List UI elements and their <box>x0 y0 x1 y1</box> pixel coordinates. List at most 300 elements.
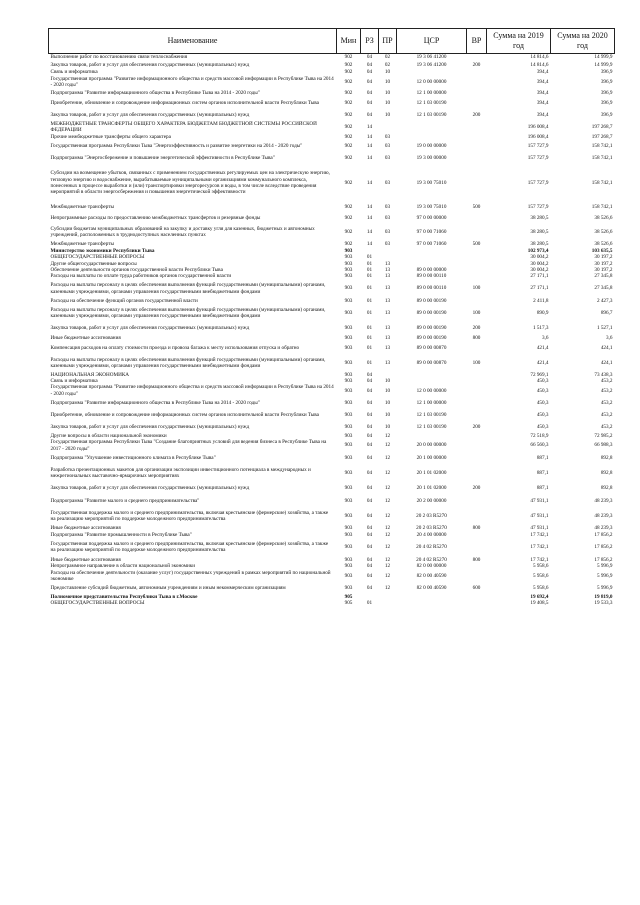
table-row <box>49 322 615 335</box>
cell-rz: 04 <box>366 433 373 440</box>
cell-min: 903 <box>344 563 353 570</box>
cell-name: Подпрограмма "Развитие информационного общества в Республике Тыва на 2014 - 2020 годы" <box>50 399 260 406</box>
table-row <box>49 335 615 342</box>
cell-s2020: 396,9 <box>600 69 613 76</box>
cell-vr <box>467 152 487 164</box>
cell-min: 903 <box>344 531 353 538</box>
cell-min: 902 <box>344 69 353 76</box>
cell-min: 903 <box>344 248 353 255</box>
cell-rz: 01 <box>366 297 373 304</box>
cell-s2019: 5 958,6 <box>532 584 549 591</box>
cell-pr: 10 <box>384 378 391 385</box>
cell-csr: 89 0 00 00190 <box>416 335 447 342</box>
cell-min: 903 <box>344 525 353 532</box>
table-row <box>49 495 615 507</box>
cell-rz: 04 <box>366 454 373 461</box>
cell-rz: 04 <box>366 61 373 68</box>
cell-s2020: 38 526,6 <box>594 240 613 247</box>
table-row <box>49 556 615 563</box>
cell-pr: 12 <box>384 563 391 570</box>
cell-min: 903 <box>344 378 353 385</box>
cell-csr: 19 3 06 41200 <box>416 54 447 60</box>
cell-csr: 20 1 00 00000 <box>416 454 447 461</box>
cell-vr <box>467 54 487 61</box>
cell-rz: 04 <box>366 423 373 430</box>
cell-vr <box>467 439 487 452</box>
cell-min: 902 <box>344 228 353 235</box>
cell-pr: 10 <box>384 399 391 406</box>
cell-name: Разработка презентационных макетов для организации экспозиции инвестиционного потенциала в международных и межрегиональных выставочно-ярмарочных мероприятиях <box>50 466 311 479</box>
cell-vr: 500 <box>472 203 481 210</box>
cell-name: Государственная программа "Развитие информационного общества и средств массовой информации в Республике Тыва на 2014 - 2020 годы" <box>50 75 334 88</box>
cell-vr: 100 <box>472 285 481 292</box>
cell-vr <box>467 76 487 89</box>
cell-csr: 20 1 01 02000 <box>416 469 447 476</box>
cell-vr: 100 <box>472 359 481 366</box>
cell-vr <box>467 600 487 606</box>
cell-min: 902 <box>344 154 353 161</box>
cell-pr: 10 <box>384 387 391 394</box>
cell-s2019: 394,4 <box>536 112 549 119</box>
cell-s2019: 17 742,1 <box>530 556 549 563</box>
cell-min: 903 <box>344 485 353 492</box>
cell-pr: 03 <box>384 228 391 235</box>
cell-min: 903 <box>344 442 353 449</box>
cell-s2020: 19 819,0 <box>594 594 613 601</box>
cell-vr: 500 <box>472 240 481 247</box>
cell-rz: 04 <box>366 531 373 538</box>
cell-s2020: 158 742,1 <box>591 179 613 186</box>
cell-rz: 04 <box>366 512 373 519</box>
cell-pr: 03 <box>384 203 391 210</box>
cell-name: Межбюджетные трансферты <box>50 240 115 247</box>
cell-s2020: 103 635,5 <box>591 248 613 255</box>
cell-name: Государственная поддержка малого и среднего предпринимательства, включая крестьянские (фермерские) хозяйства, а также на реализацию мероприятий по поддержке молодежного предпринимательства <box>50 540 329 554</box>
cell-s2019: 196 008,4 <box>527 124 549 131</box>
cell-s2019: 38 280,5 <box>530 240 549 247</box>
cell-min: 903 <box>344 433 353 440</box>
table-row <box>49 152 615 164</box>
cell-pr: 03 <box>384 240 391 247</box>
cell-s2019: 30 004,2 <box>530 254 549 261</box>
cell-pr: 02 <box>384 61 391 68</box>
cell-pr: 13 <box>384 297 391 304</box>
cell-rz: 01 <box>366 266 373 273</box>
cell-s2020: 30 197,2 <box>594 260 613 267</box>
cell-vr <box>467 452 487 464</box>
cell-s2020: 19 533,3 <box>594 600 613 607</box>
cell-vr: 600 <box>472 584 481 591</box>
cell-name: Другие общегосударственные вопросы <box>50 260 137 267</box>
cell-csr: 19 3 00 00000 <box>416 154 447 161</box>
cell-min: 903 <box>344 584 353 591</box>
cell-s2020: 197 268,7 <box>591 133 613 140</box>
cell-name: Иные бюджетные ассигнования <box>50 525 121 532</box>
cell-s2020: 424,1 <box>600 359 613 366</box>
cell-pr: 12 <box>384 442 391 449</box>
cell-name: Связь и информатика <box>50 69 98 76</box>
cell-pr: 03 <box>384 154 391 161</box>
cell-min: 903 <box>344 556 353 563</box>
cell-min: 903 <box>344 335 353 342</box>
cell-vr <box>467 97 487 109</box>
cell-s2019: 5 958,6 <box>532 572 549 579</box>
cell-s2019: 450,3 <box>536 423 549 430</box>
cell-vr <box>467 212 487 224</box>
cell-rz: 01 <box>366 344 373 351</box>
cell-csr: 89 0 00 00870 <box>416 359 447 366</box>
cell-rz: 04 <box>366 399 373 406</box>
table-row <box>49 140 615 152</box>
cell-rz: 04 <box>366 54 373 60</box>
cell-rz: 01 <box>366 285 373 292</box>
cell-vr <box>467 507 487 525</box>
cell-pr: 10 <box>384 112 391 119</box>
cell-rz: 14 <box>366 124 373 131</box>
cell-name: Подпрограмма "Развитие малого и среднего предпринимательства" <box>50 497 200 504</box>
cell-pr: 13 <box>384 309 391 316</box>
cell-rz: 04 <box>366 100 373 107</box>
cell-csr: 12 0 00 00000 <box>416 387 447 394</box>
table-row <box>49 525 615 532</box>
cell-vr: 200 <box>472 325 481 332</box>
cell-min: 903 <box>344 254 353 261</box>
cell-csr: 97 0 00 00000 <box>416 214 447 221</box>
cell-csr: 20 4 00 00000 <box>416 531 447 538</box>
cell-s2020: 27 345,8 <box>594 273 613 280</box>
cell-pr: 10 <box>384 411 391 418</box>
cell-name: Предоставление субсидий бюджетным, автономным учреждениям и иным некоммерческим организациям <box>50 584 286 591</box>
cell-s2019: 394,4 <box>536 100 549 107</box>
cell-name: ОБЩЕГОСУДАРСТВЕННЫЕ ВОПРОСЫ <box>50 600 145 607</box>
cell-pr: 12 <box>384 454 391 461</box>
cell-rz: 04 <box>366 556 373 563</box>
budget-table <box>48 28 615 607</box>
cell-s2019: 17 742,1 <box>530 531 549 538</box>
cell-s2019: 47 931,1 <box>530 497 549 504</box>
table-row <box>49 354 615 372</box>
cell-pr: 03 <box>384 179 391 186</box>
cell-name: Подпрограмма "Энергосбережение и повышение энергетической эффективности в Республике Тыва" <box>50 154 275 161</box>
cell-rz: 01 <box>366 309 373 316</box>
cell-pr: 13 <box>384 260 391 267</box>
table-row <box>49 121 615 134</box>
cell-name: Непрограммные расходы по предоставлению межбюджетных трансфертов и резервные фонды <box>50 214 261 221</box>
cell-s2019: 3,6 <box>542 335 549 342</box>
cell-csr: 12 1 03 00190 <box>416 112 447 119</box>
cell-min: 903 <box>344 423 353 430</box>
cell-min: 902 <box>344 240 353 247</box>
cell-name: Другие вопросы в области национальной экономики <box>50 433 167 440</box>
cell-vr <box>467 342 487 354</box>
cell-s2020: 396,9 <box>600 100 613 107</box>
cell-csr: 12 1 00 00000 <box>416 89 447 96</box>
cell-s2019: 14 814,6 <box>530 61 549 68</box>
cell-pr: 02 <box>384 54 391 60</box>
cell-s2019: 47 931,1 <box>530 512 549 519</box>
cell-csr: 20 4 02 R5270 <box>416 544 447 551</box>
cell-csr: 20 2 00 00000 <box>416 497 447 504</box>
cell-pr: 10 <box>384 69 391 76</box>
cell-s2020: 453,2 <box>600 411 613 418</box>
cell-s2019: 887,1 <box>536 454 549 461</box>
table-row <box>49 109 615 121</box>
cell-s2020: 30 197,2 <box>594 266 613 273</box>
cell-pr: 12 <box>384 544 391 551</box>
header-csr: ЦСР <box>397 29 467 54</box>
cell-pr: 12 <box>384 485 391 492</box>
cell-vr: 200 <box>472 61 481 68</box>
table-row <box>49 439 615 452</box>
cell-min: 903 <box>344 371 353 378</box>
cell-csr: 89 0 00 00190 <box>416 325 447 332</box>
cell-min: 903 <box>344 359 353 366</box>
table-row <box>49 54 615 61</box>
cell-rz: 04 <box>366 371 373 378</box>
cell-s2019: 27 171,1 <box>530 273 549 280</box>
cell-min: 903 <box>344 266 353 273</box>
cell-s2020: 27 345,8 <box>594 285 613 292</box>
cell-rz: 14 <box>366 214 373 221</box>
cell-min: 903 <box>344 387 353 394</box>
cell-vr <box>467 121 487 134</box>
cell-csr: 12 1 00 00000 <box>416 399 447 406</box>
cell-csr: 12 1 03 00190 <box>416 423 447 430</box>
cell-min: 902 <box>344 89 353 96</box>
table-row <box>49 482 615 495</box>
cell-s2019: 2 411,8 <box>533 297 549 304</box>
cell-csr: 97 0 00 71060 <box>416 228 447 235</box>
cell-vr <box>467 88 487 97</box>
cell-pr: 13 <box>384 359 391 366</box>
cell-pr <box>379 121 397 134</box>
cell-pr: 12 <box>384 497 391 504</box>
cell-s2019: 66 560,3 <box>530 442 549 449</box>
cell-min: 902 <box>344 112 353 119</box>
cell-s2020: 396,9 <box>600 78 613 85</box>
cell-s2020: 48 239,3 <box>594 525 613 532</box>
cell-pr: 10 <box>384 78 391 85</box>
cell-min: 903 <box>344 454 353 461</box>
cell-s2020: 5 996,9 <box>596 572 613 579</box>
cell-name: Приобретение, обновление и сопровождение информационных систем органов исполнительной власти Республики Тыва <box>50 100 319 107</box>
cell-pr: 13 <box>384 344 391 351</box>
cell-s2019: 72 969,1 <box>530 371 549 378</box>
cell-name: Закупка товаров, работ и услуг для обеспечения государственных (муниципальных) нужд <box>50 423 250 430</box>
cell-pr: 13 <box>384 266 391 273</box>
cell-pr: 13 <box>384 325 391 332</box>
cell-min: 902 <box>344 100 353 107</box>
header-sum-2019: Сумма на 2019 год <box>487 29 551 54</box>
cell-min: 905 <box>344 594 353 601</box>
cell-vr <box>467 464 487 482</box>
cell-min: 903 <box>344 297 353 304</box>
cell-s2020: 48 239,3 <box>594 497 613 504</box>
cell-vr: 200 <box>472 485 481 492</box>
cell-name: Министерство экономики Республики Тыва <box>50 248 155 255</box>
cell-csr: 97 0 00 71060 <box>416 240 447 247</box>
cell-s2020: 38 526,6 <box>594 228 613 235</box>
table-row <box>49 202 615 212</box>
cell-name: Расходы на выплаты по оплате труда работников органов государственной власти <box>50 273 232 280</box>
cell-csr: 12 1 03 00190 <box>416 100 447 107</box>
cell-s2019: 1 517,3 <box>532 325 549 332</box>
cell-name: Закупка товаров, работ и услуг для обеспечения государственных (муниципальных) нужд <box>50 325 250 332</box>
cell-pr: 03 <box>384 214 391 221</box>
cell-min: 903 <box>344 411 353 418</box>
cell-csr: 19 3 00 75010 <box>416 203 447 210</box>
cell-s2019: 450,3 <box>536 378 549 385</box>
cell-rz: 04 <box>366 544 373 551</box>
cell-min: 902 <box>344 203 353 210</box>
cell-csr: 20 0 00 00000 <box>416 442 447 449</box>
cell-csr: 19 3 00 75010 <box>416 179 447 186</box>
cell-s2019: 450,3 <box>536 387 549 394</box>
cell-s2020: 892,8 <box>600 485 613 492</box>
cell-s2019: 5 958,6 <box>532 563 549 570</box>
cell-s2020: 3,6 <box>606 335 613 342</box>
cell-pr: 12 <box>384 433 391 440</box>
cell-s2020: 197 268,7 <box>591 124 613 131</box>
cell-csr: 20 2 03 R5270 <box>416 525 447 532</box>
cell-pr: 12 <box>384 512 391 519</box>
table-row <box>49 507 615 525</box>
cell-name: Полномочное представительство Республики Тыва в г.Москве <box>50 594 198 601</box>
cell-csr: 19 3 06 41200 <box>416 61 447 68</box>
table-row <box>49 342 615 354</box>
cell-vr <box>467 140 487 152</box>
cell-pr: 13 <box>384 273 391 280</box>
cell-vr: 200 <box>472 112 481 119</box>
cell-s2019: 394,4 <box>536 89 549 96</box>
cell-min: 903 <box>344 325 353 332</box>
cell-s2020: 5 996,9 <box>596 563 613 570</box>
cell-rz: 04 <box>366 469 373 476</box>
table-row <box>49 384 615 397</box>
cell-s2020: 48 239,3 <box>594 512 613 519</box>
cell-csr: 89 0 00 00110 <box>416 285 447 292</box>
cell-s2020: 2 427,3 <box>596 297 613 304</box>
cell-s2019: 157 727,9 <box>527 203 549 210</box>
cell-csr: 12 0 00 00000 <box>416 78 447 85</box>
cell-s2020: 892,8 <box>600 469 613 476</box>
cell-rz: 14 <box>366 203 373 210</box>
cell-s2020: 73 438,3 <box>594 371 613 378</box>
cell-pr: 10 <box>384 100 391 107</box>
table-row <box>49 240 615 248</box>
cell-name: Субсидии на возмещение убытков, связанных с применением государственных регулируемых цен на электрическую энергию, тепловую энергию и водоснабжение, вырабатываемые муниципальными организациями коммунального комплекса, понесенных в процессе выработки и (или) транспортировки энергоресурсов и воды, в том числе вследствие проведения мероприятий в области энергосбережения и повышения энергетической эффективности <box>50 170 330 196</box>
cell-csr: 19 0 00 00000 <box>416 142 447 149</box>
cell-s2019: 421,4 <box>536 344 549 351</box>
header-rz: РЗ <box>361 29 379 54</box>
cell-pr: 13 <box>384 335 391 342</box>
cell-min: 903 <box>344 285 353 292</box>
table-row <box>49 582 615 594</box>
cell-rz: 04 <box>366 442 373 449</box>
cell-name: Связь и информатика <box>50 378 98 385</box>
table-row <box>49 280 615 298</box>
cell-rz: 04 <box>366 525 373 532</box>
cell-rz: 14 <box>366 142 373 149</box>
cell-min: 903 <box>344 469 353 476</box>
cell-vr <box>467 224 487 240</box>
cell-rz: 01 <box>366 325 373 332</box>
cell-pr: 12 <box>384 556 391 563</box>
cell-s2020: 453,2 <box>600 399 613 406</box>
cell-csr: 20 1 01 02000 <box>416 485 447 492</box>
cell-min: 903 <box>344 512 353 519</box>
cell-rz: 01 <box>366 359 373 366</box>
cell-csr: 20 2 03 R5270 <box>416 512 447 519</box>
cell-rz: 01 <box>366 254 373 261</box>
cell-s2019: 450,3 <box>536 399 549 406</box>
cell-rz: 04 <box>366 497 373 504</box>
header-pr: ПР <box>379 29 397 54</box>
cell-vr: 800 <box>472 556 481 563</box>
cell-pr: 13 <box>384 285 391 292</box>
table-row <box>49 76 615 89</box>
cell-s2020: 17 856,2 <box>594 531 613 538</box>
table-row <box>49 570 615 583</box>
cell-s2020: 453,2 <box>600 378 613 385</box>
cell-pr: 10 <box>384 89 391 96</box>
table-row <box>49 421 615 433</box>
cell-name: Выполнение работ по восстановлению связи теплоснабжения <box>50 54 188 60</box>
cell-s2019: 157 727,9 <box>527 179 549 186</box>
cell-rz: 01 <box>366 273 373 280</box>
cell-vr <box>467 409 487 421</box>
cell-rz: 01 <box>366 335 373 342</box>
table-row <box>49 538 615 556</box>
cell-csr: 82 0 00 40590 <box>416 572 447 579</box>
cell-s2020: 5 996,9 <box>596 584 613 591</box>
cell-rz: 14 <box>366 154 373 161</box>
table-row <box>49 464 615 482</box>
cell-vr: 200 <box>472 423 481 430</box>
cell-rz: 04 <box>366 563 373 570</box>
header-min: Мин <box>337 29 361 54</box>
table-row <box>49 97 615 109</box>
cell-s2019: 27 171,1 <box>530 285 549 292</box>
cell-name: Подпрограмма "Улучшение инвестиционного климата в Республике Тыва" <box>50 454 216 461</box>
cell-s2020: 30 197,2 <box>594 254 613 261</box>
cell-vr: 100 <box>472 309 481 316</box>
table-header <box>49 29 615 54</box>
cell-pr: 03 <box>384 133 391 140</box>
cell-csr: 82 0 00 40590 <box>416 584 447 591</box>
cell-pr: 10 <box>384 423 391 430</box>
cell-pr: 12 <box>384 531 391 538</box>
cell-pr: 12 <box>384 525 391 532</box>
table-row <box>49 212 615 224</box>
table-row <box>49 304 615 322</box>
cell-s2019: 157 727,9 <box>527 154 549 161</box>
table-row <box>49 452 615 464</box>
cell-s2020: 72 985,2 <box>594 433 613 440</box>
cell-csr: 89 0 00 00190 <box>416 297 447 304</box>
cell-name: Закупка товаров, работ и услуг для обеспечения государственных (муниципальных) нужд <box>50 485 250 492</box>
cell-s2019: 887,1 <box>536 485 549 492</box>
cell-min: 903 <box>344 260 353 267</box>
cell-rz: 04 <box>366 584 373 591</box>
cell-pr: 12 <box>384 572 391 579</box>
cell-min: 902 <box>344 142 353 149</box>
header-vr: ВР <box>467 29 487 54</box>
cell-s2019: 72 518,9 <box>530 433 549 440</box>
cell-s2019: 38 280,5 <box>530 228 549 235</box>
cell-s2020: 158 742,1 <box>591 154 613 161</box>
cell-name: Субсидии бюджетам муниципальных образований на закупку и доставку угля для казенных, бюджетных и автономных учреждений, расположенных в труднодоступных населенных пунктах <box>50 225 315 239</box>
